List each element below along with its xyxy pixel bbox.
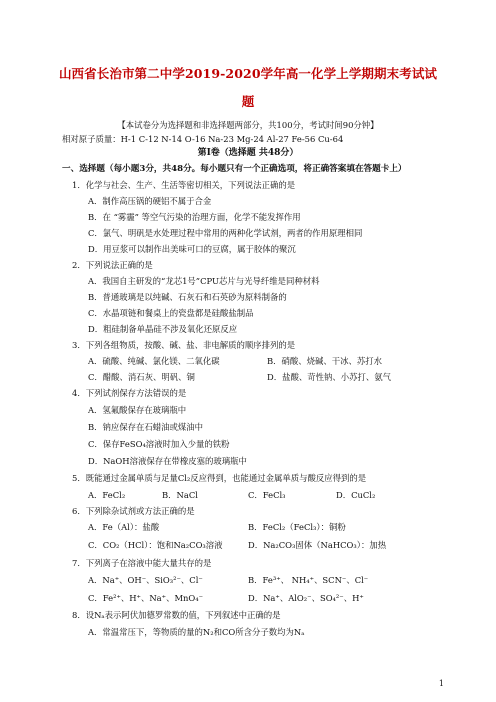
question-5-option-a: A．FeCl₂: [88, 490, 126, 500]
question-1-option-d: D．用豆浆可以制作出美味可口的豆腐，属于胶体的聚沉: [88, 244, 296, 254]
question-6-option-a: A．Fe（Al）：盐酸: [88, 522, 160, 532]
question-2-option-c: C．水晶项链和餐桌上的瓷盘都是硅酸盐制品: [88, 308, 254, 318]
question-3-option-c: C．醋酸、消石灰、明矾、铜: [88, 372, 195, 382]
exam-notice: 【本试卷分为选择题和非选择题两部分，共100分，考试时间90分钟】: [117, 120, 379, 130]
question-1-option-c: C．氯气、明矾是水处理过程中常用的两种化学试剂，两者的作用原理相同: [88, 228, 363, 238]
page-number: 1: [438, 679, 444, 688]
question-5-option-c: C．FeCl₃: [248, 490, 286, 500]
question-2-option-d: D．粗硅制备单晶硅不涉及氧化还原反应: [88, 324, 238, 334]
question-4-option-b: B．钠应保存在石蜡油或煤油中: [88, 422, 204, 432]
section-title: 第Ⅰ卷（选择题 共48分）: [197, 148, 299, 158]
question-5-stem: 5．既能通过金属单质与足量Cl₂反应得到，也能通过金属单质与酸反应得到的是: [72, 473, 367, 483]
question-1-option-a: A．制作高压锅的硬铝不属于合金: [88, 196, 212, 206]
title-line-2: 题: [241, 94, 255, 109]
question-7-option-c: C．Fe²⁺、H⁺、Na⁺、MnO₄⁻: [88, 593, 204, 603]
question-2-option-b: B．普通玻璃是以纯碱、石灰石和石英砂为原料制备的: [88, 292, 287, 302]
atomic-mass-list: 相对原子质量：H-1 C-12 N-14 O-16 Na-23 Mg-24 Al-27 Fe-56 Cu-64: [62, 134, 344, 144]
question-6-stem: 6．下列除杂试剂或方法正确的是: [72, 506, 195, 516]
question-2-option-a: A．我国自主研发的“龙芯1号”CPU芯片与光导纤维是同种材料: [88, 276, 320, 286]
question-5-option-d: D．CuCl₂: [336, 490, 376, 500]
question-7-option-b: B．Fe³⁺、 NH₄⁺、SCN⁻、Cl⁻: [248, 575, 369, 585]
question-6-option-b: B．FeCl₂（FeCl₃）：铜粉: [248, 522, 346, 532]
question-3-option-a: A．硫酸、纯碱、氯化镁、二氧化碳: [88, 356, 220, 366]
question-3-option-d: D．盐酸、苛性钠、小苏打、氨气: [267, 372, 391, 382]
question-4-option-d: D．NaOH溶液保存在带橡皮塞的玻璃瓶中: [88, 456, 247, 466]
question-8-stem: 8．设Nₐ表示阿伏加德罗常数的值，下列叙述中正确的是: [72, 610, 281, 620]
question-5-option-b: B．NaCl: [162, 490, 198, 500]
question-4-option-c: C．保存FeSO₄溶液时加入少量的铁粉: [88, 439, 230, 449]
question-3-stem: 3．下列各组物质，按酸、碱、盐、非电解质的顺序排列的是: [72, 340, 296, 350]
part-heading: 一、选择题（每小题3分，共48分。每小题只有一个正确选项，将正确答案填在答题卡上）: [62, 164, 407, 174]
question-8-option-a: A．常温常压下，等物质的量的N₂和CO所含分子数均为Nₐ: [88, 627, 305, 637]
question-4-stem: 4．下列试剂保存方法错误的是: [72, 388, 187, 398]
question-1-option-b: B．在 “雾霾” 等空气污染的治理方面，化学不能发挥作用: [88, 212, 301, 222]
question-7-stem: 7．下列离子在溶液中能大量共存的是: [72, 558, 212, 568]
question-6-option-c: C．CO₂（HCl）：饱和Na₂CO₃溶液: [88, 540, 223, 550]
question-4-option-a: A．氢氟酸保存在玻璃瓶中: [88, 405, 187, 415]
title-line-1: 山西省长治市第二中学2019-2020学年高一化学上学期期末考试试: [58, 66, 438, 81]
question-1-stem: 1．化学与社会、生产、生活等密切相关，下列说法正确的是: [72, 180, 296, 190]
question-2-stem: 2．下列说法正确的是: [72, 260, 153, 270]
question-6-option-d: D．Na₂CO₃固体（NaHCO₃）：加热: [248, 540, 387, 550]
question-3-option-b: B．硝酸、烧碱、干冰、苏打水: [267, 356, 383, 366]
question-7-option-a: A．Na⁺、OH⁻、SiO₃²⁻、Cl⁻: [88, 575, 203, 585]
question-7-option-d: D．Na⁺、AlO₂⁻、SO₄²⁻、H⁺: [248, 593, 364, 603]
